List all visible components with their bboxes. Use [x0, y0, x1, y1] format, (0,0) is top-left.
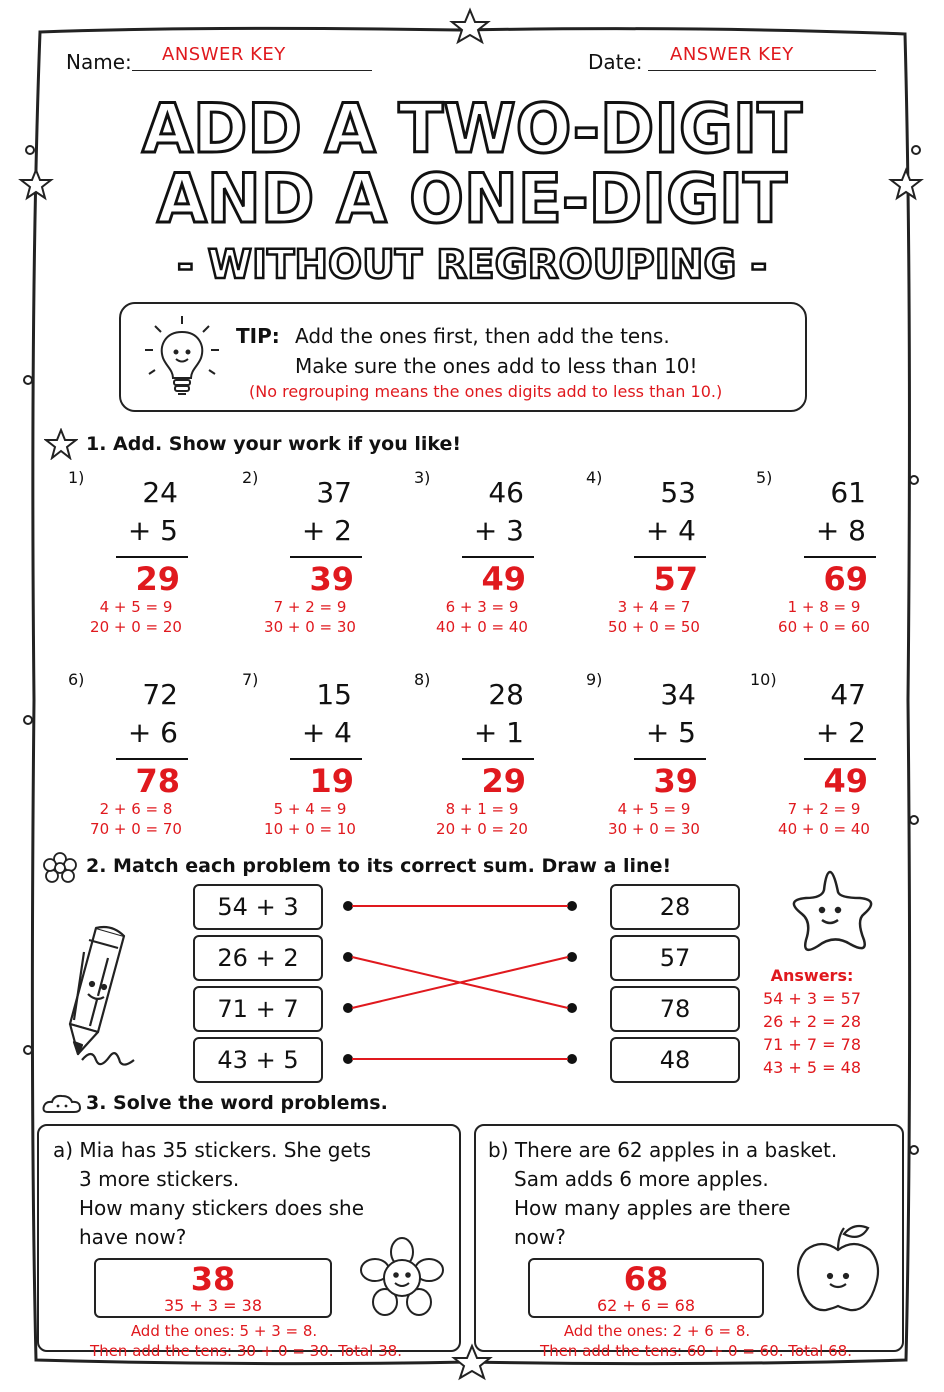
problem-3 [414, 468, 564, 658]
answers-list [756, 964, 868, 1079]
work-tens: 10 + 0 = 10 [264, 820, 356, 838]
dot-right-1 [567, 901, 577, 911]
equation-b: 62 + 6 = 68 [596, 1296, 696, 1315]
work-ones: 1 + 8 = 9 [787, 598, 861, 616]
problem-number: 3) [414, 468, 431, 487]
name-label: Name: [66, 50, 132, 74]
word-problem-b [474, 1124, 904, 1352]
addend: + 3 [473, 514, 524, 547]
problem-a-line-3: How many stickers does she [79, 1196, 364, 1220]
problem-6 [68, 670, 218, 860]
work-ones: 2 + 6 = 8 [99, 800, 173, 818]
addend: + 1 [473, 716, 524, 749]
addend: + 2 [301, 514, 352, 547]
top-number: 47 [830, 678, 866, 711]
top-number: 53 [660, 476, 696, 509]
sum-line [634, 556, 706, 558]
addend: + 5 [645, 716, 696, 749]
tip-label: TIP: [236, 324, 280, 348]
addend: + 5 [127, 514, 178, 547]
tip-note: (No regrouping means the ones digits add to less than 10.) [249, 382, 723, 401]
answer[interactable]: 39 [309, 560, 354, 598]
work-tens: 30 + 0 = 30 [264, 618, 356, 636]
match-left-3[interactable]: 71 + 7 [193, 986, 323, 1032]
name-value: ANSWER KEY [162, 44, 286, 65]
sum-line [634, 758, 706, 760]
section-2-title: 2. Match each problem to its correct sum. Draw a line! [86, 855, 672, 877]
top-number: 61 [830, 476, 866, 509]
section-1-title: 1. Add. Show your work if you like! [86, 433, 462, 455]
date-label: Date: [588, 50, 643, 74]
answer[interactable]: 49 [481, 560, 526, 598]
smiling-star-icon [776, 868, 886, 960]
answer-a: 38 [190, 1260, 236, 1298]
answer-line-2: 26 + 2 = 28 [762, 1012, 862, 1031]
problem-10 [750, 670, 900, 860]
problem-a-line-1: a) Mia has 35 stickers. She gets [53, 1138, 371, 1162]
sum-line [290, 758, 362, 760]
answer-box-a[interactable] [94, 1258, 332, 1318]
date-field[interactable] [648, 46, 876, 71]
flower-icon [359, 1236, 445, 1322]
word-problem-a [37, 1124, 461, 1352]
answer[interactable]: 29 [481, 762, 526, 800]
addend: + 8 [815, 514, 866, 547]
title-line-1: ADD A TWO-DIGIT [142, 90, 803, 169]
dot-left-1 [343, 901, 353, 911]
top-number: 72 [142, 678, 178, 711]
work-tens: 70 + 0 = 70 [90, 820, 182, 838]
name-field[interactable] [132, 46, 372, 71]
dot-right-4 [567, 1054, 577, 1064]
addend: + 4 [645, 514, 696, 547]
answer[interactable]: 19 [309, 762, 354, 800]
sum-line [116, 556, 188, 558]
work-ones: 7 + 2 = 9 [787, 800, 861, 818]
apple-icon [792, 1220, 884, 1320]
work-ones: 6 + 3 = 9 [445, 598, 519, 616]
answer[interactable]: 57 [653, 560, 698, 598]
top-number: 28 [488, 678, 524, 711]
answer[interactable]: 49 [823, 762, 868, 800]
match-left-2[interactable]: 26 + 2 [193, 935, 323, 981]
problem-number: 5) [756, 468, 773, 487]
cloud-icon [40, 1092, 84, 1116]
answer[interactable]: 78 [135, 762, 180, 800]
sum-line [116, 758, 188, 760]
problem-b-line-2: Sam adds 6 more apples. [514, 1167, 769, 1191]
problem-a-line-4: have now? [79, 1225, 187, 1249]
answer-b: 68 [623, 1260, 669, 1298]
work-tens: 20 + 0 = 20 [436, 820, 528, 838]
sum-line [804, 758, 876, 760]
tip-box [119, 302, 807, 412]
dot-left-3 [343, 1003, 353, 1013]
flower-icon [42, 851, 78, 885]
note-b-1: Add the ones: 2 + 6 = 8. [563, 1322, 751, 1340]
match-right-4[interactable]: 48 [610, 1037, 740, 1083]
problem-5 [756, 468, 906, 658]
tip-line-1: Add the ones first, then add the tens. [295, 324, 670, 348]
problem-b-line-4: now? [514, 1225, 566, 1249]
note-b-2: Then add the tens: 60 + 0 = 60. Total 68. [540, 1342, 852, 1360]
problem-number: 6) [68, 670, 85, 689]
problem-9 [586, 670, 736, 860]
date-value: ANSWER KEY [670, 44, 794, 65]
star-icon [44, 428, 78, 460]
top-number: 15 [316, 678, 352, 711]
dot-right-3 [567, 1003, 577, 1013]
section-3-title: 3. Solve the word problems. [86, 1092, 388, 1114]
work-tens: 60 + 0 = 60 [778, 618, 870, 636]
sum-line [290, 556, 362, 558]
answers-title: Answers: [770, 966, 854, 985]
sum-line [462, 758, 534, 760]
problem-b-line-1: b) There are 62 apples in a basket. [488, 1138, 838, 1162]
work-tens: 20 + 0 = 20 [90, 618, 182, 636]
problem-2 [242, 468, 392, 658]
match-lines [330, 880, 590, 1090]
problem-number: 9) [586, 670, 603, 689]
work-tens: 40 + 0 = 40 [436, 618, 528, 636]
sum-line [462, 556, 534, 558]
answer[interactable]: 69 [823, 560, 868, 598]
problem-a-line-2: 3 more stickers. [79, 1167, 240, 1191]
work-tens: 40 + 0 = 40 [778, 820, 870, 838]
problem-number: 7) [242, 670, 259, 689]
tip-line-2: Make sure the ones add to less than 10! [295, 354, 698, 378]
dot-left-4 [343, 1054, 353, 1064]
title-line-3: - WITHOUT REGROUPING - [177, 242, 767, 288]
work-ones: 8 + 1 = 9 [445, 800, 519, 818]
problem-number: 8) [414, 670, 431, 689]
note-a-2: Then add the tens: 30 + 0 = 30. Total 38. [90, 1342, 402, 1360]
note-a-1: Add the ones: 5 + 3 = 8. [130, 1322, 318, 1340]
addend: + 2 [815, 716, 866, 749]
work-ones: 3 + 4 = 7 [617, 598, 691, 616]
addend: + 4 [301, 716, 352, 749]
answer[interactable]: 29 [135, 560, 180, 598]
match-left-1[interactable]: 54 + 3 [193, 884, 323, 930]
problem-number: 4) [586, 468, 603, 487]
problem-number: 2) [242, 468, 259, 487]
top-number: 37 [316, 476, 352, 509]
answer-line-4: 43 + 5 = 48 [762, 1058, 862, 1077]
problem-b-line-3: How many apples are there [514, 1196, 791, 1220]
work-ones: 4 + 5 = 9 [617, 800, 691, 818]
problem-number: 10) [750, 670, 777, 689]
top-number: 34 [660, 678, 696, 711]
dot-right-2 [567, 952, 577, 962]
match-right-3[interactable]: 78 [610, 986, 740, 1032]
answer-line-3: 71 + 7 = 78 [762, 1035, 862, 1054]
work-ones: 7 + 2 = 9 [273, 598, 347, 616]
lightbulb-icon [137, 312, 227, 402]
problem-number: 1) [68, 468, 85, 487]
problem-4 [586, 468, 736, 658]
work-tens: 50 + 0 = 50 [608, 618, 700, 636]
match-right-1[interactable]: 28 [610, 884, 740, 930]
problem-1 [68, 468, 218, 658]
work-ones: 5 + 4 = 9 [273, 800, 347, 818]
page-title [0, 84, 944, 294]
sum-line [804, 556, 876, 558]
match-right-2[interactable]: 57 [610, 935, 740, 981]
pencil-icon [56, 920, 156, 1080]
answer-box-b[interactable] [528, 1258, 764, 1318]
problem-8 [414, 670, 564, 860]
title-line-2: AND A ONE-DIGIT [157, 160, 788, 239]
work-tens: 30 + 0 = 30 [608, 820, 700, 838]
answer[interactable]: 39 [653, 762, 698, 800]
answer-line-1: 54 + 3 = 57 [762, 989, 862, 1008]
match-left-4[interactable]: 43 + 5 [193, 1037, 323, 1083]
dot-left-2 [343, 952, 353, 962]
top-number: 46 [488, 476, 524, 509]
problem-7 [242, 670, 392, 860]
top-number: 24 [142, 476, 178, 509]
addend: + 6 [127, 716, 178, 749]
work-ones: 4 + 5 = 9 [99, 598, 173, 616]
equation-a: 35 + 3 = 38 [163, 1296, 263, 1315]
